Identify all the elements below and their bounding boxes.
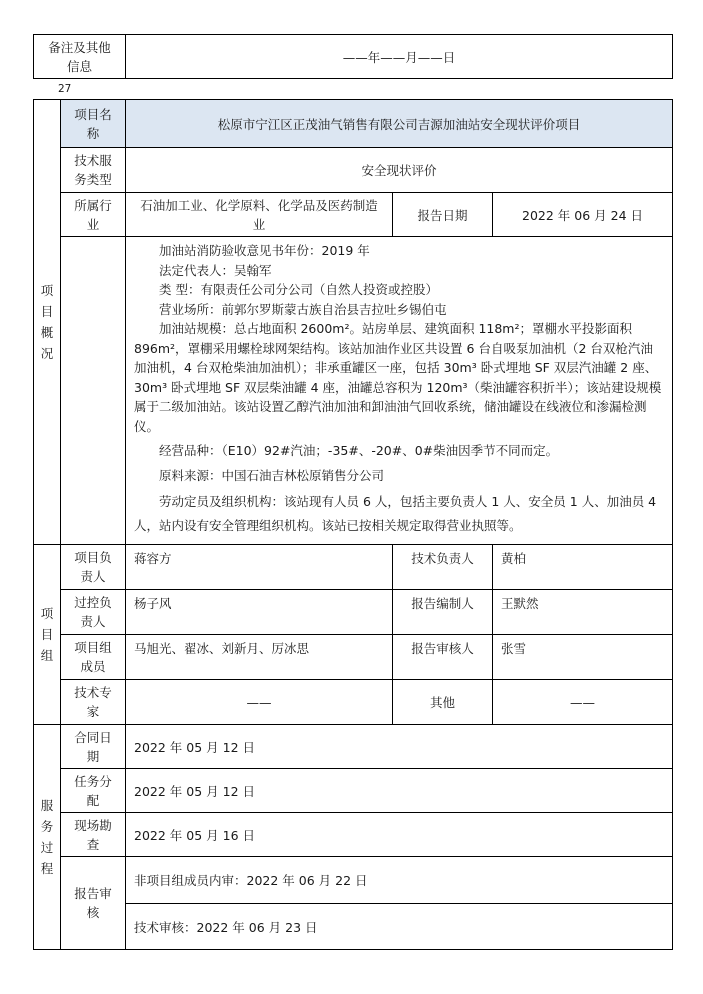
- overview-line: 加油站消防验收意见书年份：2019 年: [159, 243, 370, 258]
- overview-line: 原料来源：中国石油吉林松原销售分公司: [159, 467, 385, 483]
- overview-section-text: 项目概况: [40, 283, 54, 361]
- site-survey: 2022 年 05 月 16 日: [126, 813, 673, 857]
- tech-review: 技术审核：2022 年 06 月 23 日: [126, 904, 673, 950]
- other: ——: [493, 680, 673, 725]
- overview-line: 劳动定员及组织机构：该站现有人员 6 人，包括主要负责人 1 人、安全员 1 人、加油员 4 人，站内设有安全管理组织机构。该站已按相关规定取得营业执照等。: [134, 494, 657, 533]
- site-survey-label: 现场勘查: [61, 813, 126, 857]
- project-name: 松原市宁江区正茂油气销售有限公司吉源加油站安全现状评价项目: [126, 100, 673, 148]
- overview-line: 加油站规模：总占地面积 2600m²。站房单层、建筑面积 118m²；罩棚水平投影面积 896m²，罩棚采用螺栓球网架结构。该站加油作业区共设置 6 台自吸泵加油机（2 台双枪汽油加油机，4 台双枪柴油加油机）；非承重罐区一座，包括 30m³ 卧式埋地 SF 双层汽油罐 2 座、30m³ 卧式埋地 SF 双层柴油罐 4 座，油罐总容积为 120m³（柴油罐容积折半）；该站建设规模属于二级加油站。该站设置乙醇汽油加油和卸油油气回收系统，储油罐设在线液位和渗漏检测仪。: [134, 321, 662, 434]
- remarks-date: ——年——月——日: [126, 35, 673, 79]
- expert: ——: [126, 680, 393, 725]
- process-leader: 杨子风: [126, 590, 393, 635]
- remarks-label-text: 备注及其他信息: [48, 39, 111, 74]
- industry-label: 所属行业: [61, 193, 126, 237]
- overview-text: [126, 237, 673, 545]
- process-section-label: 服务过程: [34, 725, 61, 950]
- report-writer-label: 报告编制人: [393, 590, 493, 635]
- task-assign-label: 任务分配: [61, 769, 126, 813]
- overview-line: 经营品种：（E10）92#汽油；-35#、-20#、0#柴油因季节不同而定。: [159, 443, 559, 458]
- industry: 石油加工业、化学原料、化学品及医药制造业: [126, 193, 393, 237]
- project-info-table: [33, 99, 673, 950]
- internal-review: 非项目组成员内审：2022 年 06 月 22 日: [126, 857, 673, 904]
- report-reviewer-label: 报告审核人: [393, 635, 493, 680]
- members-label: 项目组成员: [61, 635, 126, 680]
- report-review-label: 报告审核: [61, 857, 126, 950]
- other-label: 其他: [393, 680, 493, 725]
- service-type-label: 技术服务类型: [61, 148, 126, 193]
- project-name-label: 项目名称: [61, 100, 126, 148]
- overview-section-label: [34, 100, 61, 545]
- report-date-label: 报告日期: [393, 193, 493, 237]
- process-leader-label: 过控负责人: [61, 590, 126, 635]
- contract-date-label: 合同日期: [61, 725, 126, 769]
- overview-line: 营业场所：前郭尔罗斯蒙古族自治县吉拉吐乡锡伯屯: [159, 301, 447, 317]
- report-date: 2022 年 06 月 24 日: [493, 193, 673, 237]
- report-reviewer: 张雪: [493, 635, 673, 680]
- remarks-table: [33, 34, 673, 79]
- overview-line: 法定代表人：吴翰军: [159, 262, 272, 278]
- page-number: 27: [58, 83, 72, 95]
- overview-line: 类 型：有限责任公司分公司（自然人投资或控股）: [159, 282, 438, 297]
- tech-leader-label: 技术负责人: [393, 545, 493, 590]
- leader: 蒋容方: [126, 545, 393, 590]
- report-writer: 王默然: [493, 590, 673, 635]
- team-section-label: 项目组: [34, 545, 61, 725]
- members: 马旭光、翟冰、刘新月、厉冰思: [126, 635, 393, 680]
- tech-leader: 黄柏: [493, 545, 673, 590]
- service-type: 安全现状评价: [126, 148, 673, 193]
- contract-date: 2022 年 05 月 12 日: [126, 725, 673, 769]
- remarks-label: [34, 35, 126, 79]
- expert-label: 技术专家: [61, 680, 126, 725]
- task-assign: 2022 年 05 月 12 日: [126, 769, 673, 813]
- leader-label: 项目负责人: [61, 545, 126, 590]
